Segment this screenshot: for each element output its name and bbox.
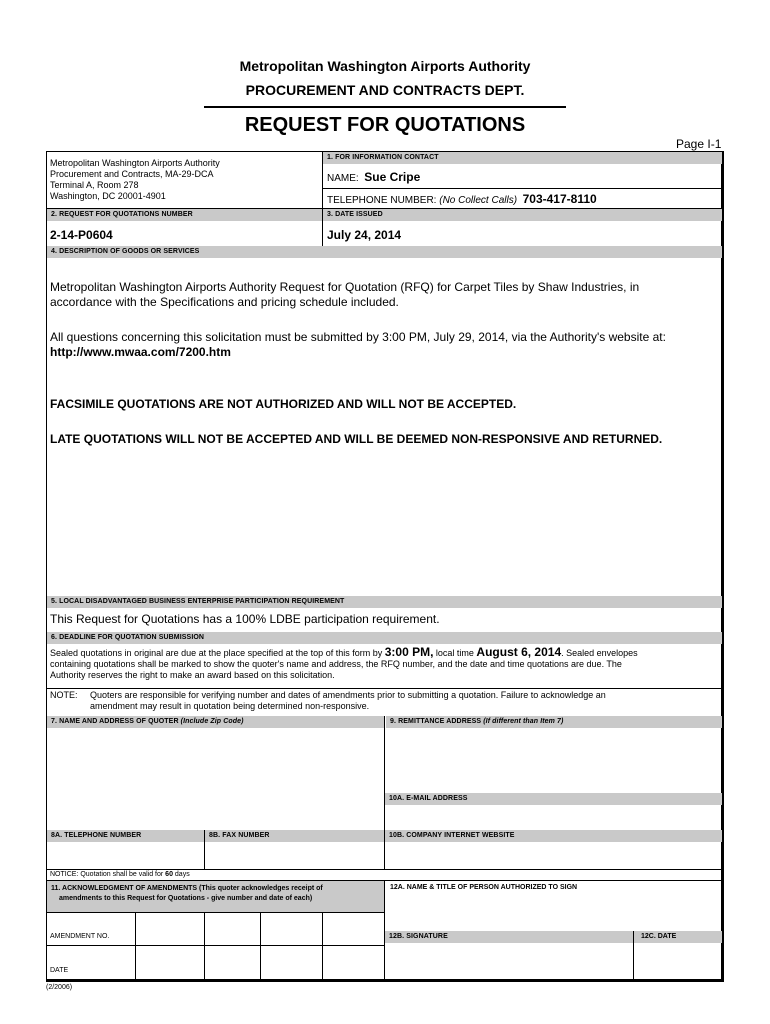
signature-field[interactable] <box>388 945 628 977</box>
date-issued-label: 3. DATE ISSUED <box>323 209 722 221</box>
ldbe-text: This Request for Quotations has a 100% LDBE participation requirement. <box>50 612 440 626</box>
validity-notice: NOTICE: Quotation shall be valid for 60 days <box>50 871 190 878</box>
dept-title: PROCUREMENT AND CONTRACTS DEPT. <box>245 82 525 98</box>
rfq-number: 2-14-P0604 <box>50 228 113 242</box>
acknowledgment-label: 11. ACKNOWLEDGMENT OF AMENDMENTS (This quoter acknowledges receipt of amendments to this Request for Quotations - give number and date of each) <box>47 881 384 912</box>
deadline-date: August 6, 2014 <box>476 645 562 659</box>
rule <box>47 912 384 913</box>
form-revision: (2/2006) <box>46 984 73 991</box>
authority-address: Metropolitan Washington Airports Authority Procurement and Contracts, MA-29-DCA Terminal A, Room 278 Washington, DC 20001-4901 <box>50 158 220 201</box>
contact-header: 1. FOR INFORMATION CONTACT <box>323 152 722 164</box>
divider-top <box>322 151 323 246</box>
rfq-number-label: 2. REQUEST FOR QUOTATIONS NUMBER <box>47 209 322 221</box>
ldbe-label: 5. LOCAL DISADVANTAGED BUSINESS ENTERPRISE PARTICIPATION REQUIREMENT <box>47 596 722 608</box>
authorized-person-field[interactable] <box>388 896 718 928</box>
grid-col <box>260 912 261 981</box>
divider-8 <box>204 830 205 870</box>
website-field[interactable] <box>388 845 718 867</box>
sign-date-label: 12C. DATE <box>641 933 677 940</box>
remittance-field[interactable] <box>388 730 718 790</box>
contact-phone-row: TELEPHONE NUMBER: (No Collect Calls) 703-417-8110 <box>327 192 597 206</box>
quoter-name-label: 7. NAME AND ADDRESS OF QUOTER (Include Zip Code) <box>47 716 384 728</box>
rule <box>47 869 722 870</box>
email-label: 10A. E-MAIL ADDRESS <box>385 793 722 805</box>
org-title: Metropolitan Washington Airports Authority <box>239 58 531 74</box>
contact-name-row: NAME: Sue Cripe <box>327 170 421 184</box>
email-field[interactable] <box>388 807 718 827</box>
authorized-person-label: 12A. NAME & TITLE OF PERSON AUTHORIZED TO SIGN <box>390 884 578 891</box>
remittance-label: 9. REMITTANCE ADDRESS (If different than Item 7) <box>386 716 722 728</box>
description-para1: Metropolitan Washington Airports Authority Request for Quotation (RFQ) for Carpet Tiles by Shaw Industries, in accordance with the Specifications and pricing schedule included. <box>50 280 640 309</box>
divider-sign <box>633 931 634 981</box>
page-title: REQUEST FOR QUOTATIONS <box>244 114 526 136</box>
fax-label: 8B. FAX NUMBER <box>205 830 384 842</box>
contact-name: Sue Cripe <box>364 170 421 184</box>
quoter-name-field[interactable] <box>50 730 380 826</box>
telephone-field[interactable] <box>50 845 200 867</box>
grid-col <box>322 912 323 981</box>
sign-date-field[interactable] <box>637 945 719 977</box>
grid-col <box>135 912 136 981</box>
header-rule <box>204 106 566 108</box>
date-issued: July 24, 2014 <box>327 228 402 242</box>
signature-label: 12B. SIGNATURE <box>385 931 722 943</box>
fax-field[interactable] <box>208 845 380 867</box>
description-label: 4. DESCRIPTION OF GOODS OR SERVICES <box>47 246 722 258</box>
rule <box>323 188 722 189</box>
deadline-time: 3:00 PM, <box>384 645 434 659</box>
grid-col <box>204 912 205 981</box>
contact-phone: 703-417-8110 <box>522 192 597 206</box>
deadline-label: 6. DEADLINE FOR QUOTATION SUBMISSION <box>47 632 722 644</box>
amendment-no-label: AMENDMENT NO. <box>50 933 110 940</box>
amendment-date-label: DATE <box>50 967 69 974</box>
deadline-text: Sealed quotations in original are due at the place specified at the top of this form by 3:00 PM, local time August 6, 2014. Sealed envelopes containing quotations shall be marked to show the quoter's name and address, the RFQ number, and the date and time quotations are due. The Authority reserves the right to make an award based on this solicitation. <box>50 645 638 680</box>
late-notice: LATE QUOTATIONS WILL NOT BE ACCEPTED AND WILL BE DEEMED NON-RESPONSIVE AND RETURNED. <box>50 432 663 446</box>
telephone-label: 8A. TELEPHONE NUMBER <box>47 830 204 842</box>
rule <box>47 688 722 689</box>
fax-notice: FACSIMILE QUOTATIONS ARE NOT AUTHORIZED AND WILL NOT BE ACCEPTED. <box>50 397 517 411</box>
solicitation-url[interactable]: http://www.mwaa.com/7200.htm <box>50 345 231 359</box>
rule <box>47 945 384 946</box>
website-label: 10B. COMPANY INTERNET WEBSITE <box>385 830 722 842</box>
page-number: Page I-1 <box>676 137 722 151</box>
description-para2: All questions concerning this solicitation must be submitted by 3:00 PM, July 29, 2014, via the Authority's website at: http://www.mwaa.com/7200.htm <box>50 330 710 360</box>
amendment-note: NOTE: Quoters are responsible for verifying number and dates of amendments prior to submitting a quotation. Failure to acknowledge an amendment may result in quotation being determined non-responsive. <box>50 690 606 711</box>
